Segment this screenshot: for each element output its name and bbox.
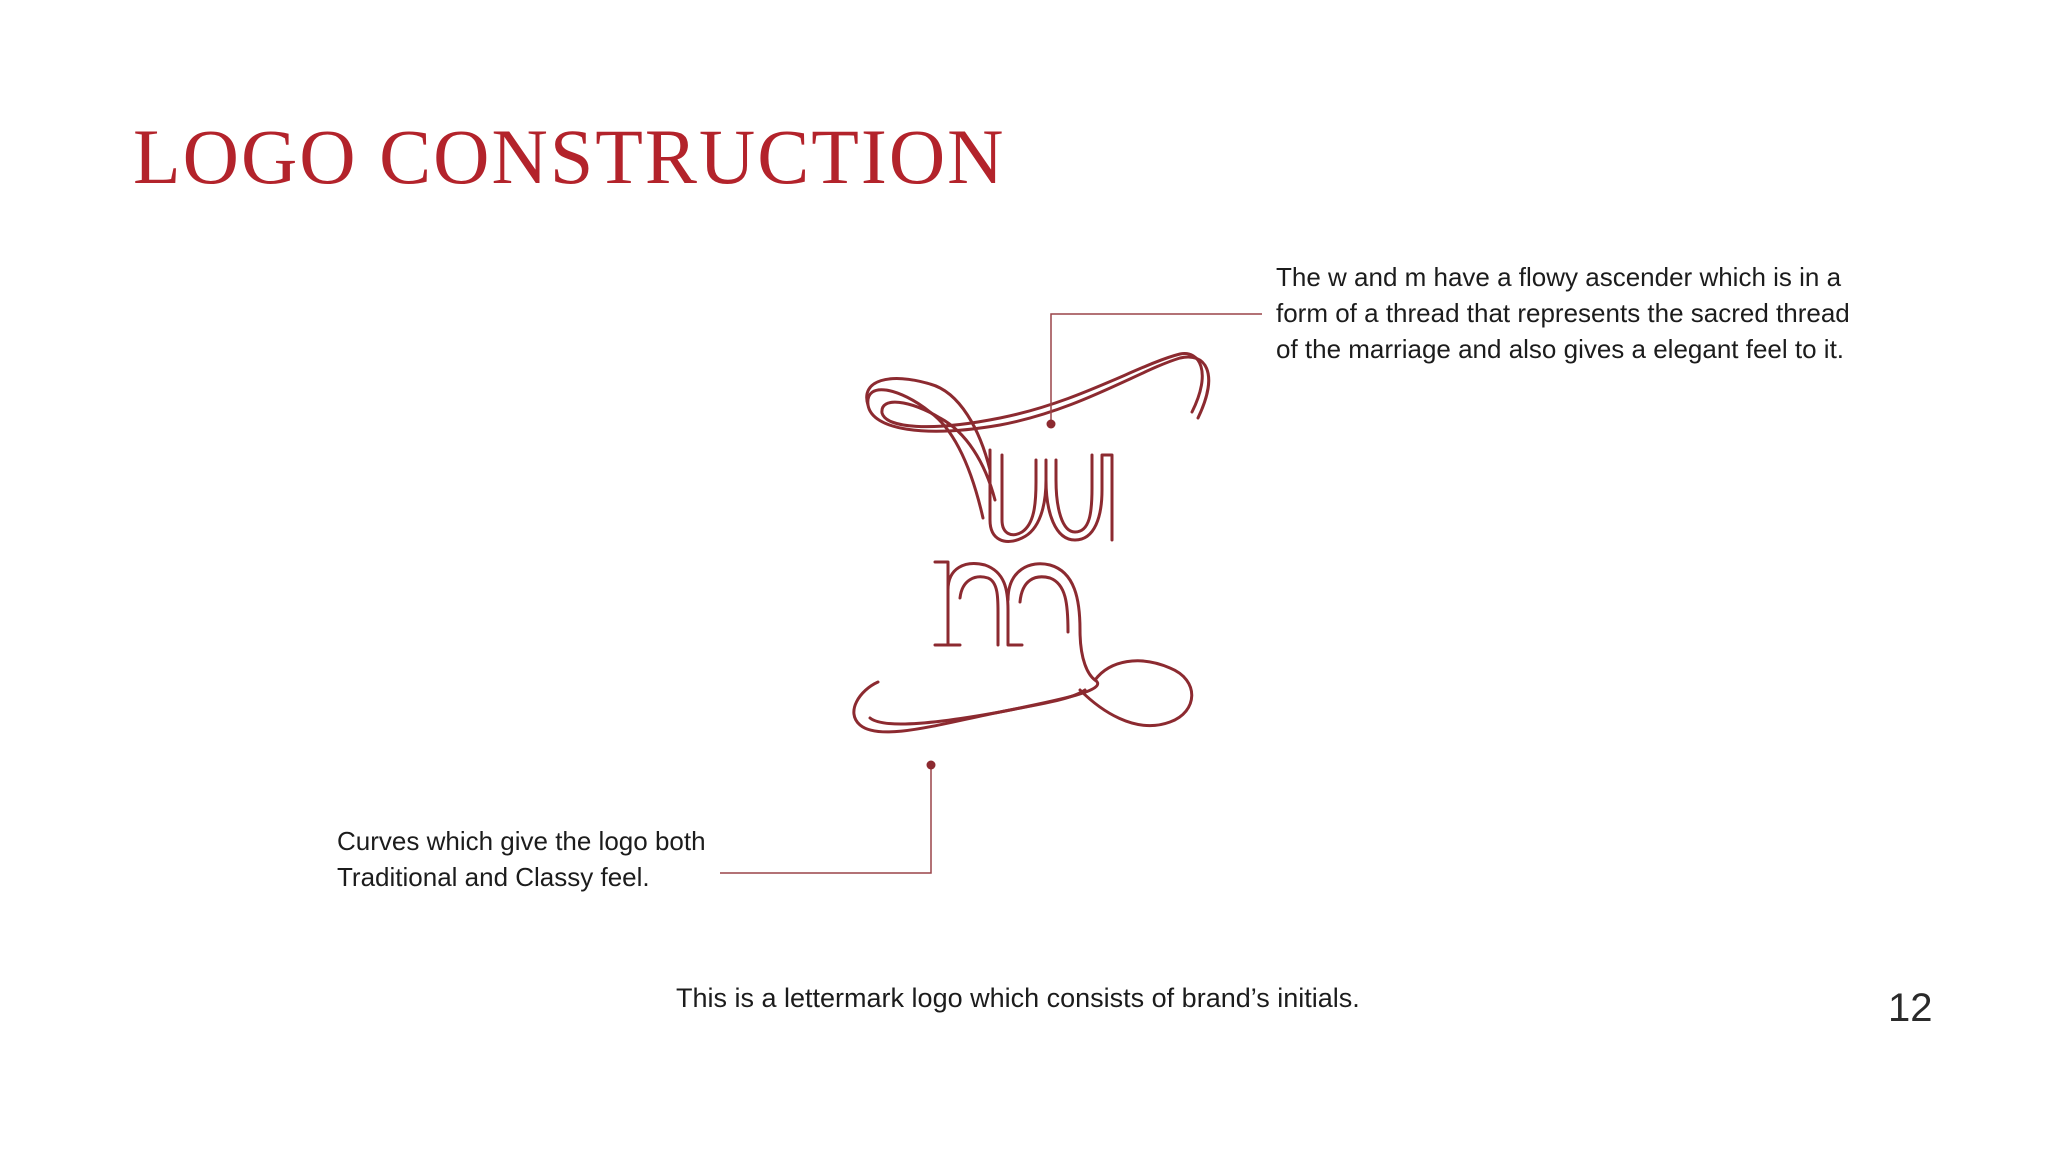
annotation-line: of the marriage and also gives a elegant feel to it.	[1276, 334, 1845, 364]
leader-bottom	[720, 761, 936, 874]
bottom-thread-inner	[870, 690, 1085, 724]
annotation-line: The w and m have a flowy ascender which is in a	[1276, 262, 1842, 292]
annotation-line: Traditional and Classy feel.	[337, 862, 650, 892]
bottom-thread-loop	[1080, 661, 1192, 726]
annotation-top	[1276, 259, 1850, 367]
letter-m	[935, 562, 1095, 680]
annotation-line: form of a thread that represents the sacred thread	[1276, 298, 1850, 328]
leader-top-line	[1051, 314, 1262, 424]
annotation-bottom	[337, 823, 706, 895]
annotation-line: Curves which give the logo both	[337, 826, 706, 856]
leader-bottom-line	[720, 765, 931, 873]
slide-caption: This is a lettermark logo which consists of brand’s initials.	[676, 983, 1360, 1013]
leader-top-dot	[1047, 420, 1056, 429]
letter-w	[990, 450, 1112, 541]
letter-m-inner	[960, 577, 1068, 645]
top-thread-inner	[882, 354, 1202, 500]
lettermark-logo	[854, 354, 1209, 732]
leader-top	[1047, 314, 1263, 429]
leader-bottom-dot	[927, 761, 936, 770]
page-number: 12	[1888, 986, 1933, 1030]
page-title: LOGO CONSTRUCTION	[133, 113, 1006, 200]
